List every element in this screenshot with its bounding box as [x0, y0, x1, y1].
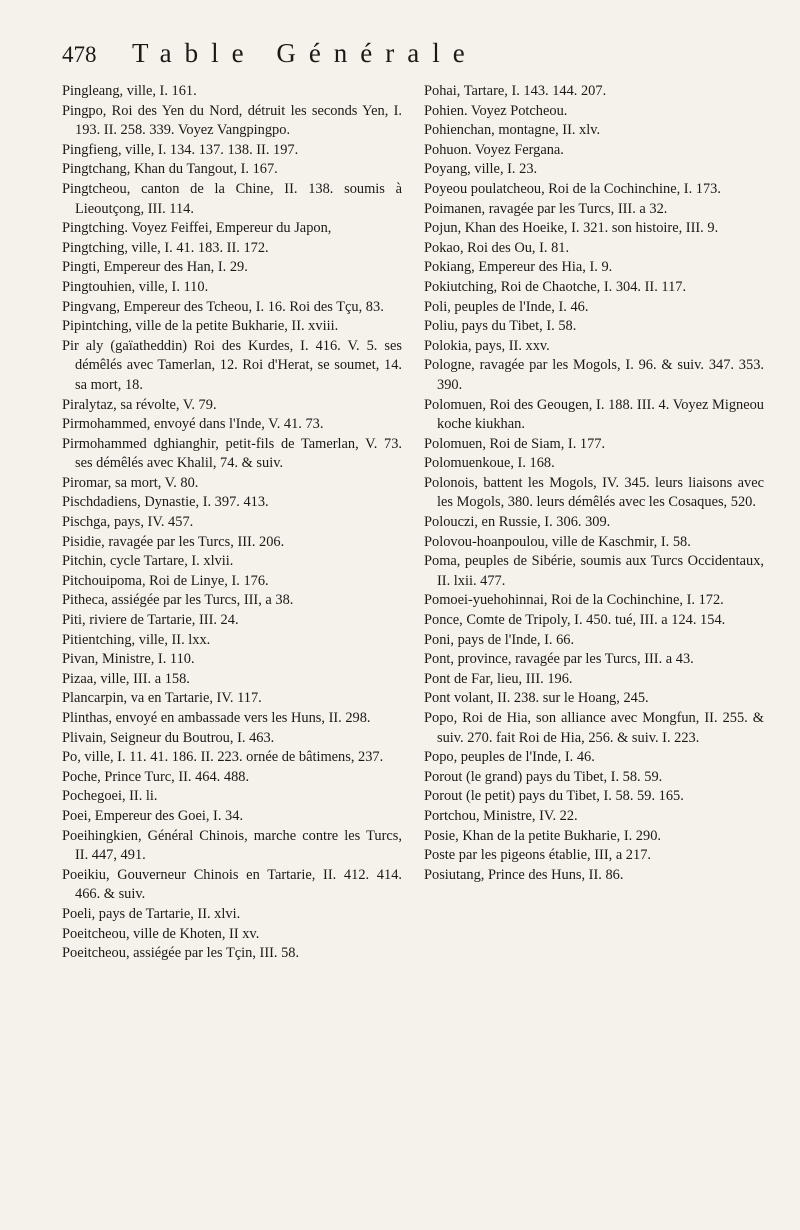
- page-number: 478: [62, 42, 97, 67]
- index-entry: Piti, riviere de Tartarie, III. 24.: [62, 612, 239, 629]
- index-entry: Pingfieng, ville, I. 134. 137. 138. II. 197.: [62, 141, 299, 158]
- index-entry: Pitientching, ville, II. lxx.: [62, 631, 211, 648]
- index-entry: Portchou, Ministre, IV. 22.: [424, 807, 578, 824]
- index-entry: Poei, Empereur des Goei, I. 34.: [62, 807, 244, 824]
- running-title: Table Générale: [132, 38, 478, 68]
- left-column: [62, 82, 402, 964]
- index-entry: Poimanen, ravagée par les Turcs, III. a 32.: [424, 200, 668, 217]
- index-entry: Plivain, Seigneur du Boutrou, I. 463.: [62, 729, 275, 746]
- index-entry: Polomuenkoue, I. 168.: [424, 455, 555, 472]
- index-entry: Poeitcheou, assiégée par les Tçin, III. 58.: [62, 945, 300, 962]
- index-entry: Pisidie, ravagée par les Turcs, III. 206.: [62, 533, 285, 550]
- index-entry: Polouczi, en Russie, I. 306. 309.: [424, 514, 611, 531]
- index-entry: Pischdadiens, Dynastie, I. 397. 413.: [62, 494, 269, 511]
- index-entry: Pomoei-yuehohinnai, Roi de la Cochinchine, I. 172.: [424, 592, 724, 609]
- index-entry: Poeli, pays de Tartarie, II. xlvi.: [62, 905, 241, 922]
- index-entry: Pivan, Ministre, I. 110.: [62, 651, 195, 668]
- index-entry: Pischga, pays, IV. 457.: [62, 514, 194, 531]
- index-entry: Polomuen, Roi de Siam, I. 177.: [424, 435, 606, 452]
- index-entry: Polovou-hoanpoulou, ville de Kaschmir, I. 58.: [424, 533, 691, 550]
- index-entry: Poliu, pays du Tibet, I. 58.: [424, 318, 577, 335]
- index-entry: Posiutang, Prince des Huns, II. 86.: [424, 866, 624, 883]
- index-entry: Pitchouipoma, Roi de Linye, I. 176.: [62, 572, 269, 589]
- right-column: [424, 82, 764, 964]
- index-entry: Poeihingkien, Général Chinois, marche contre les Turcs, II. 447, 491.: [62, 827, 402, 864]
- index-entry: Posie, Khan de la petite Bukharie, I. 290.: [424, 827, 661, 844]
- index-entry: Pokiang, Empereur des Hia, I. 9.: [424, 259, 613, 276]
- index-entry: Pir aly (gaïatheddin) Roi des Kurdes, I. 416. V. 5. ses démêlés avec Tamerlan, 12. Roi d'Herat, se soumet, 14. sa mort, 18.: [62, 337, 402, 393]
- index-columns: [62, 82, 764, 964]
- index-entry: Po, ville, I. 11. 41. 186. II. 223. ornée de bâtimens, 237.: [62, 749, 384, 766]
- index-entry: Pokao, Roi des Ou, I. 81.: [424, 239, 570, 256]
- index-entry: Pirmohammed, envoyé dans l'Inde, V. 41. 73.: [62, 416, 324, 433]
- index-entry: Popo, Roi de Hia, son alliance avec Mongfun, II. 255. & suiv. 270. fait Roi de Hia, 256. & suiv. I. 223.: [424, 710, 764, 746]
- index-entry: Poeitcheou, ville de Khoten, II xv.: [62, 925, 260, 942]
- index-entry: Poma, peuples de Sibérie, soumis aux Turcs Occidentaux, II. lxii. 477.: [424, 553, 764, 589]
- index-entry: Pingtouhien, ville, I. 110.: [62, 278, 209, 295]
- index-entry: Pont volant, II. 238. sur le Hoang, 245.: [424, 690, 649, 707]
- index-entry: Poeikiu, Gouverneur Chinois en Tartarie, II. 412. 414. 466. & suiv.: [62, 866, 402, 903]
- index-entry: Pingvang, Empereur des Tcheou, I. 16. Roi des Tçu, 83.: [62, 298, 384, 315]
- index-entry: Pitchin, cycle Tartare, I. xlvii.: [62, 553, 234, 570]
- index-entry: Poyeou poulatcheou, Roi de la Cochinchine, I. 173.: [424, 180, 721, 197]
- index-entry: Pojun, Khan des Hoeike, I. 321. son histoire, III. 9.: [424, 220, 719, 237]
- index-entry: Pingtchang, Khan du Tangout, I. 167.: [62, 161, 278, 178]
- index-entry: Pitheca, assiégée par les Turcs, III, a 38.: [62, 592, 294, 609]
- index-entry: Pohienchan, montagne, II. xlv.: [424, 122, 601, 139]
- index-entry: Pingtcheou, canton de la Chine, II. 138. soumis à Lieoutçong, III. 114.: [62, 180, 402, 217]
- index-entry: Pohuon. Voyez Fergana.: [424, 141, 564, 158]
- page-header: [62, 38, 764, 82]
- index-entry: Porout (le grand) pays du Tibet, I. 58. 59.: [424, 768, 663, 785]
- index-entry: Pologne, ravagée par les Mogols, I. 96. & suiv. 347. 353. 390.: [424, 357, 764, 393]
- index-entry: Pingpo, Roi des Yen du Nord, détruit les seconds Yen, I. 193. II. 258. 339. Voyez Vangpingpo.: [62, 102, 402, 139]
- index-entry: Pingti, Empereur des Han, I. 29.: [62, 259, 248, 276]
- index-entry: Poste par les pigeons établie, III, a 217.: [424, 847, 651, 864]
- index-entry: Pokiutching, Roi de Chaotche, I. 304. II. 117.: [424, 278, 687, 295]
- index-entry: Polonois, battent les Mogols, IV. 345. leurs liaisons avec les Mogols, 380. leurs démêlés avec les Cosaques, 520.: [424, 474, 764, 511]
- index-entry: Pohien. Voyez Potcheou.: [424, 102, 568, 119]
- index-entry: Pohai, Tartare, I. 143. 144. 207.: [424, 83, 607, 99]
- index-entry: Plancarpin, va en Tartarie, IV. 117.: [62, 690, 262, 707]
- index-entry: Piromar, sa mort, V. 80.: [62, 474, 199, 491]
- index-entry: Pipintching, ville de la petite Bukharie, II. xviii.: [62, 318, 339, 335]
- index-entry: Piralytaz, sa révolte, V. 79.: [62, 396, 217, 413]
- index-entry: Pochegoei, II. li.: [62, 788, 158, 805]
- index-entry: Poli, peuples de l'Inde, I. 46.: [424, 298, 589, 315]
- index-entry: Pont, province, ravagée par les Turcs, III. a 43.: [424, 651, 694, 668]
- index-entry: Pirmohammed dghianghir, petit-fils de Tamerlan, V. 73. ses démêlés avec Khalil, 74. & suiv.: [62, 435, 402, 472]
- index-entry: Pont de Far, lieu, III. 196.: [424, 670, 573, 687]
- index-entry: Pingtching, ville, I. 41. 183. II. 172.: [62, 239, 269, 256]
- index-entry: Porout (le petit) pays du Tibet, I. 58. 59. 165.: [424, 788, 684, 805]
- index-entry: Pingleang, ville, I. 161.: [62, 83, 197, 99]
- index-entry: Poyang, ville, I. 23.: [424, 161, 538, 178]
- index-entry: Ponce, Comte de Tripoly, I. 450. tué, III. a 124. 154.: [424, 612, 726, 629]
- index-entry: Poni, pays de l'Inde, I. 66.: [424, 631, 575, 648]
- index-entry: Pizaa, ville, III. a 158.: [62, 670, 190, 687]
- index-entry: Plinthas, envoyé en ambassade vers les Huns, II. 298.: [62, 710, 371, 726]
- index-entry: Pingtching. Voyez Feiffei, Empereur du Japon,: [62, 220, 332, 237]
- index-entry: Polokia, pays, II. xxv.: [424, 337, 550, 354]
- index-entry: Polomuen, Roi des Geougen, I. 188. III. 4. Voyez Migneou koche kiukhan.: [424, 396, 764, 433]
- index-entry: Poche, Prince Turc, II. 464. 488.: [62, 768, 250, 785]
- index-entry: Popo, peuples de l'Inde, I. 46.: [424, 749, 595, 766]
